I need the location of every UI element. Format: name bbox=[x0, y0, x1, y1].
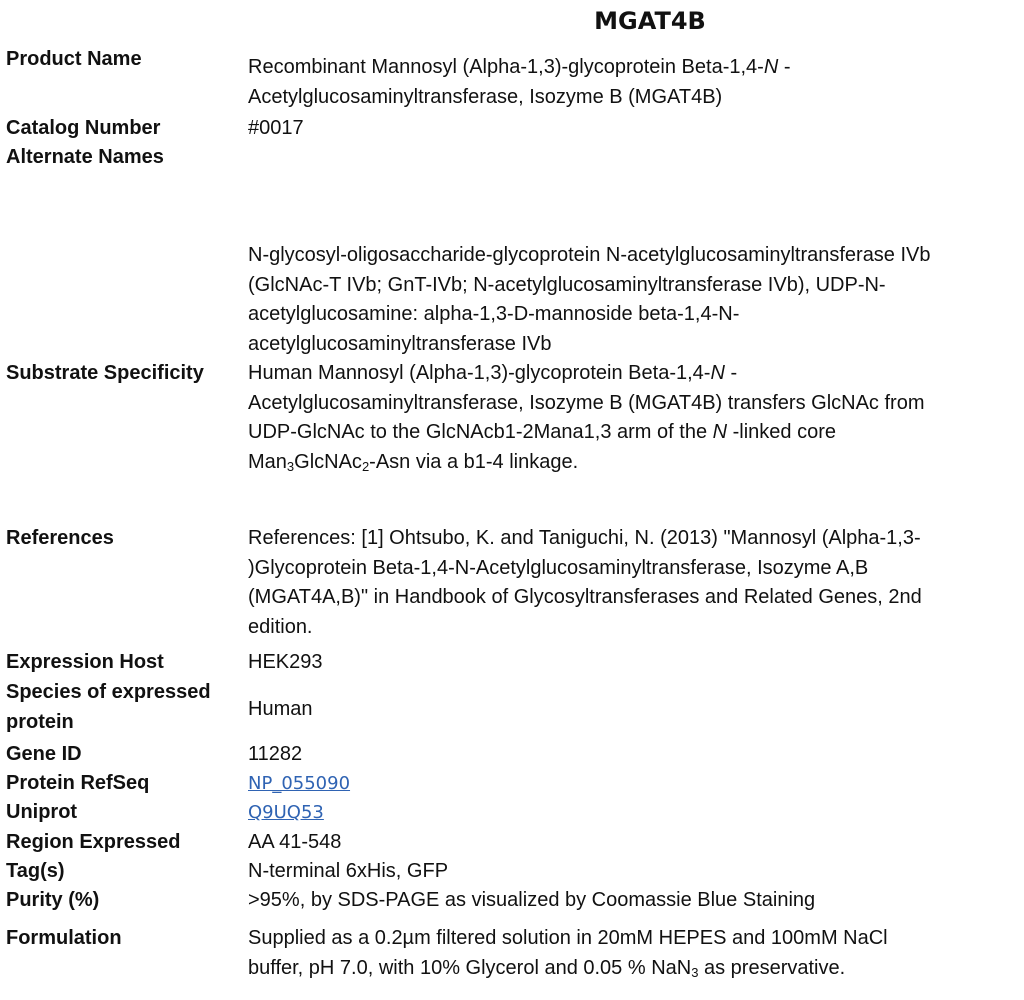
expression-host-value: HEK293 bbox=[248, 651, 323, 673]
gene-id-value: 11282 bbox=[248, 743, 303, 765]
alternate-names-value: N-glycosyl-oligosaccharide-glycoprotein N-acetylglucosaminyltransferase IVb (GlcNAc-T IVb; GnT-IVb; N-acetylglucosaminyltransferase IVb), UDP-N- acetylglucosamine: alpha-1,3-D-mannoside beta-1,4-N- acetylglucosaminyltransferase IVb bbox=[248, 244, 931, 355]
expression-host-label: Expression Host bbox=[6, 651, 164, 673]
protein-refseq-label: Protein RefSeq bbox=[6, 772, 150, 794]
species-label: Species of expressed protein bbox=[6, 681, 211, 733]
references-label: References bbox=[6, 527, 114, 549]
uniprot-label: Uniprot bbox=[6, 801, 78, 823]
purity-value: >95%, by SDS-PAGE as visualized by Coomassie Blue Staining bbox=[248, 889, 816, 911]
substrate-specificity-value: Human Mannosyl (Alpha-1,3)-glycoprotein Beta-1,4-N - Acetylglucosaminyltransferase, Isozyme B (MGAT4B) transfers GlcNAc from UDP-GlcNAc to the GlcNAcb1-2Mana1,3 arm of the N -linked core Man$_3$GlcNAc$_2$-Asn via a b1-4 linkage. bbox=[248, 362, 925, 474]
product-name-label: Product Name bbox=[6, 48, 142, 70]
references-value: References: [1] Ohtsubo, K. and Taniguchi, N. (2013) "Mannosyl (Alpha-1,3- )Glycoprotein Beta-1,4-N-Acetylglucosaminyltransferase, Isozyme A,B (MGAT4A,B)" in Handbook of Glycosyltransferases and Related Genes, 2nd edition. bbox=[248, 527, 922, 638]
catalog-number-value: #0017 bbox=[248, 117, 304, 139]
page-title: MGAT4B bbox=[594, 7, 706, 35]
substrate-specificity-label: Substrate Specificity bbox=[6, 362, 204, 384]
alternate-names-label: Alternate Names bbox=[6, 146, 164, 168]
tags-label: Tag(s) bbox=[6, 860, 65, 882]
protein-refseq-link[interactable]: NP_055090 bbox=[248, 773, 351, 794]
purity-label: Purity (%) bbox=[6, 889, 100, 911]
gene-id-label: Gene ID bbox=[6, 743, 82, 765]
catalog-number-label: Catalog Number bbox=[6, 117, 161, 139]
uniprot-link[interactable]: Q9UQ53 bbox=[248, 802, 324, 823]
formulation-value: Supplied as a 0.2µm filtered solution in 20mM HEPES and 100mM NaCl buffer, pH 7.0, with 10% Glycerol and 0.05 % NaN$_3$ as preservative. bbox=[248, 927, 888, 980]
region-expressed-value: AA 41-548 bbox=[248, 831, 342, 853]
species-value: Human bbox=[248, 698, 313, 720]
formulation-label: Formulation bbox=[6, 927, 122, 949]
product-name-value: Recombinant Mannosyl (Alpha-1,3)-glycoprotein Beta-1,4-N - Acetylglucosaminyltransferase, Isozyme B (MGAT4B) bbox=[248, 56, 791, 108]
tags-value: N-terminal 6xHis, GFP bbox=[248, 860, 449, 882]
region-expressed-label: Region Expressed bbox=[6, 831, 181, 853]
